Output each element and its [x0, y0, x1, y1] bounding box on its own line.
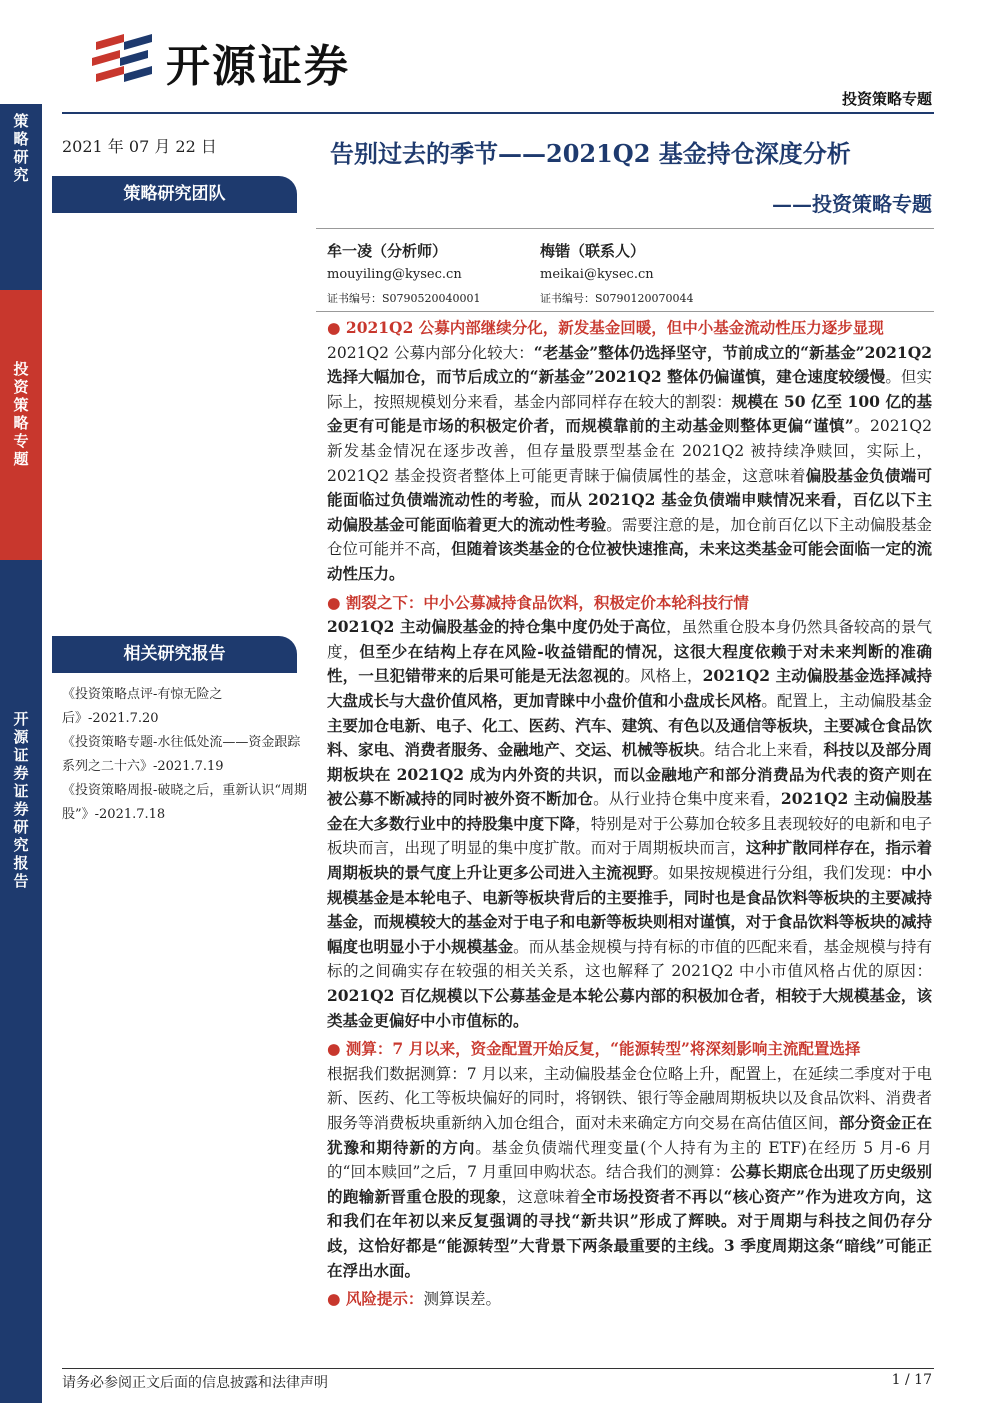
section-paragraph: 根据我们数据测算：7 月以来，主动偏股基金仓位略上升，配置上，在延续二季度对于电新、医药、化工等板块偏好的同时，将钢铁、银行等金融周期板块以及食品饮料、消费者服务等消费板块重新纳入加仓组合，面对未来确定方向交易在高估值区间，部分资金正在犹豫和期待新的方向。基金负债端代理变量(个人持有为主的 ETF)在经历 5 月-6 月的“回本赎回”之后，7 月重回申购状态。结合我们的测算：公募长期底仓出现了历史级别的跑输新晋重仓股的现象，这意味着全市场投资者不再以“核心资产”作为进攻方向，这和我们在年初以来反复强调的寻找“新共识”形成了辉映。对于周期与科技之间仍存分歧，这恰好都是“能源转型”大背景下两条最重要的主线。3 季度周期这条“暗线”可能正在浮出水面。 [327, 1064, 932, 1280]
bullet-icon: ● [327, 1289, 346, 1309]
side-tab-topic: 投资策略专题 [0, 290, 42, 560]
section-risk [327, 1287, 932, 1312]
bullet-icon: ● [327, 1039, 346, 1059]
section-fund-divergence [327, 316, 932, 587]
analyst-divider [316, 311, 934, 312]
footer-divider [62, 1368, 934, 1369]
section-estimation [327, 1037, 932, 1283]
side-tab-strategy: 策略研究 [0, 104, 42, 290]
related-reports-label: 相关研究报告 [52, 636, 297, 673]
section-paragraph: 2021Q2 主动偏股基金的持仓集中度仍处于高位，虽然重仓股本身仍然具备较高的景气度，但至少在结构上存在风险-收益错配的情况，这很大程度依赖于对未来判断的准确性，一旦犯错带来的后果可能是无法忽视的。风格上，2021Q2 主动偏股基金选择减持大盘成长与大盘价值风格，更加青睐中小盘价值和小盘成长风格。配置上，主动偏股基金主要加仓电新、电子、化工、医药、汽车、建筑、有色以及通信等板块，主要减仓食品饮料、家电、消费者服务、金融地产、交运、机械等板块。结合北上来看，科技以及部分周期板块在 2021Q2 成为内外资的共识，而以金融地产和部分消费品为代表的资产则在被公募不断减持的同时被外资不断加仓。从行业持仓集中度来看，2021Q2 主动偏股基金在大多数行业中的持股集中度下降，特别是对于公募加仓较多且表现较好的电新和电子板块而言，出现了明显的集中度扩散。而对于周期板块而言，这种扩散同样存在，指示着周期板块的景气度上升让更多公司进入主流视野。如果按规模进行分组，我们发现：中小规模基金是本轮电子、电新等板块背后的主要推手，同时也是食品饮料等板块的主要减持基金，而规模较大的基金对于电子和电新等板块则相对谨慎，对于食品饮料等板块的减持幅度也明显小于小规模基金。而从基金规模与持有标的市值的匹配来看，基金规模与持有标的之间确实存在较强的相关关系，这也解释了 2021Q2 中小市值风格占优的原因：2021Q2 百亿规模以下公募基金是本轮公募内部的积极加仓者，相较于大规模基金，该类基金更偏好中小市值标的。 [327, 617, 932, 1030]
analyst-name: 梅锴（联系人） [540, 242, 646, 260]
section-paragraph: 2021Q2 公募内部分化较大：“老基金”整体仍选择坚守，节前成立的“新基金”2021Q2 选择大幅加仓，而节后成立的“新基金”2021Q2 整体仍偏谨慎，建仓速度较缓慢。但实际上，按照规模划分来看，基金内部同样存在较大的割裂：规模在 50 亿至 100 亿的基金更有可能是市场的积极定价者，而规模靠前的主动基金则整体更偏“谨慎”。2021Q2 新发基金情况在逐步改善，但存量股票型基金在 2021Q2 被持续净赎回，实际上，2021Q2 基金投资者整体上可能更青睐于偏债属性的基金，这意味着偏股基金负债端可能面临过负债端流动性的考验，而从 2021Q2 基金负债端申赎情况来看，百亿以下主动偏股基金可能面临着更大的流动性考验。需要注意的是，加仓前百亿以下主动偏股基金仓位可能并不高，但随着该类基金的仓位被快速推高，未来这类基金可能会面临一定的流动性压力。 [327, 342, 932, 583]
related-report-link[interactable]: 《投资策略专题-水往低处流——资金跟踪系列之二十六》-2021.7.19 [62, 735, 301, 774]
section-heading: ● 风险提示： [327, 1289, 424, 1309]
analyst-cert: 证书编号：S0790520040001 [327, 292, 481, 305]
section-divergence-holdings [327, 591, 932, 1034]
analyst-email[interactable]: meikai@kysec.cn [540, 267, 654, 282]
section-heading: ● 割裂之下：中小公募减持食品饮料，积极定价本轮科技行情 [327, 592, 749, 612]
related-report-link[interactable]: 《投资策略点评-有惊无险之后》-2021.7.20 [62, 687, 223, 726]
risk-text: 测算误差。 [423, 1290, 501, 1309]
title-divider [316, 228, 934, 229]
bullet-icon: ● [327, 592, 346, 612]
analyst-card [540, 240, 790, 306]
section-heading: ● 2021Q2 公募内部继续分化，新发基金回暖，但中小基金流动性压力逐步显现 [327, 318, 884, 337]
report-subtitle: ——投资策略专题 [772, 192, 932, 216]
analyst-cert: 证书编号：S0790120070044 [540, 292, 694, 305]
report-body [327, 316, 932, 1316]
header-divider [62, 112, 934, 114]
doc-type-label: 投资策略专题 [841, 90, 932, 108]
page-number: 1 / 17 [891, 1372, 932, 1388]
related-reports-list [62, 683, 312, 827]
brand-name: 开源证券 [166, 41, 350, 92]
analyst-email[interactable]: mouyiling@kysec.cn [327, 267, 462, 282]
team-label: 策略研究团队 [52, 176, 297, 213]
section-heading: ● 测算：7 月以来，资金配置开始反复，“能源转型”将深刻影响主流配置选择 [327, 1039, 861, 1059]
analyst-name: 牟一凌（分析师） [327, 242, 448, 260]
footer-disclaimer: 请务必参阅正文后面的信息披露和法律声明 [62, 1375, 328, 1391]
related-report-link[interactable]: 《投资策略周报-破晓之后，重新认识“周期股”》-2021.7.18 [62, 783, 308, 822]
side-tab-company: 开源证券 证券研究报告 [0, 560, 42, 1403]
company-logo-icon [90, 28, 160, 90]
bullet-icon: ● [327, 318, 346, 337]
report-title: 告别过去的季节——2021Q2 基金持仓深度分析 [330, 139, 851, 168]
report-date: 2021 年 07 月 22 日 [62, 137, 217, 156]
